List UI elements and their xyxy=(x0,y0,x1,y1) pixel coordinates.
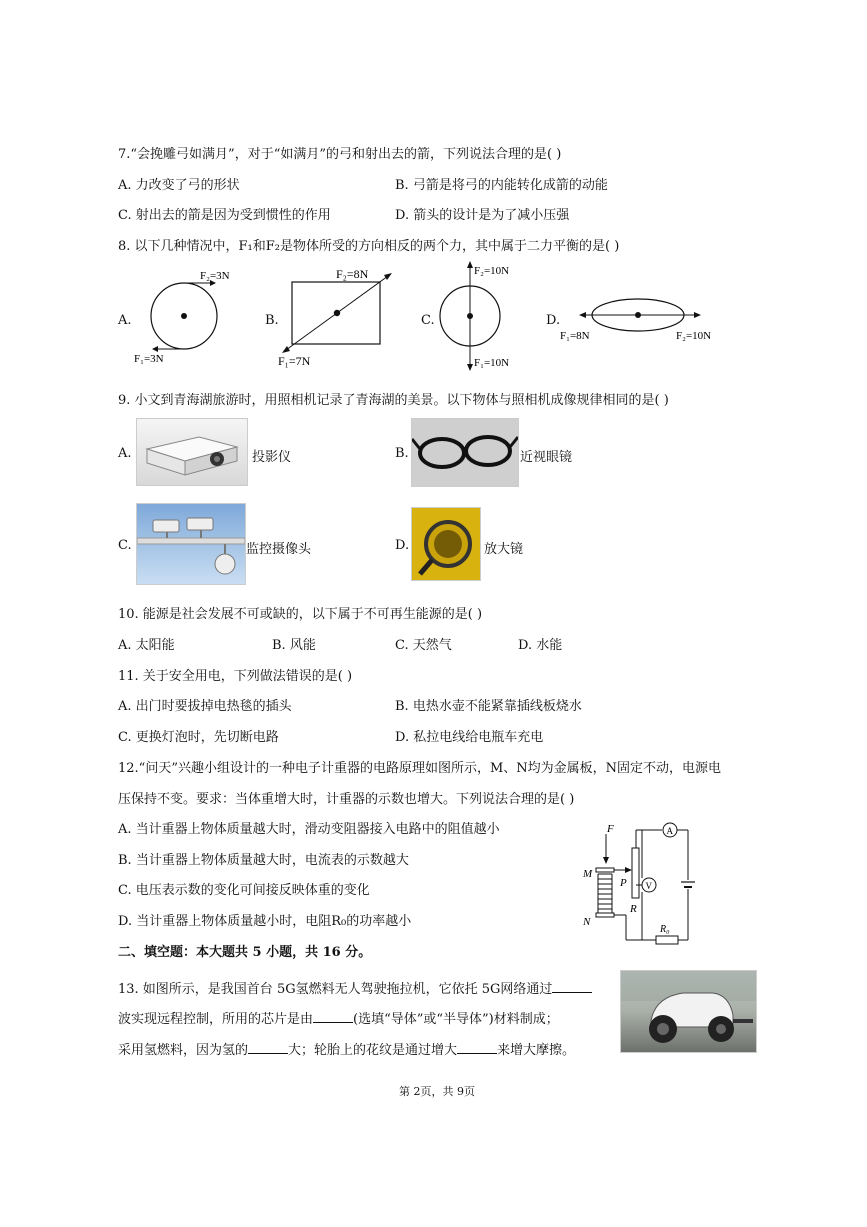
q13-line3-text-a: 采用氢燃料，因为氢的 xyxy=(118,1043,249,1058)
q7-option-c: C. 射出去的箭是因为受到惯性的作用 xyxy=(118,208,331,223)
q11-option-a: A. 出门时要拔掉电热毯的插头 xyxy=(118,699,292,714)
q8-b-f1-label: F₁=7N xyxy=(278,354,311,368)
q11-option-b: B. 电热水壶不能紧靠插线板烧水 xyxy=(395,699,582,714)
q9-c-label: 监控摄像头 xyxy=(246,542,312,557)
q13-blank-1[interactable] xyxy=(552,980,592,993)
q8-d-diagram xyxy=(556,286,732,348)
circuit-label-a: A xyxy=(666,826,673,836)
q9-d-label: 放大镜 xyxy=(484,542,524,557)
q9-c-letter: C. xyxy=(118,538,132,553)
q13-line3-text-c: 来增大摩擦。 xyxy=(497,1043,576,1058)
circuit-label-m: M xyxy=(583,868,593,880)
q12-stem-line2: 压保持不变。要求：当体重增大时，计重器的示数也增大。下列说法合理的是( ) xyxy=(118,792,575,807)
q7-stem: 7.“会挽雕弓如满月”，对于“如满月”的弓和射出去的箭，下列说法合理的是( ) xyxy=(118,147,562,162)
q13-blank-4[interactable] xyxy=(457,1041,497,1054)
circuit-label-v: V xyxy=(645,881,652,891)
q8-a-diagram xyxy=(130,264,240,372)
magnifier-image xyxy=(411,507,481,581)
q13-line1 xyxy=(118,978,592,997)
circuit-label-r0: R₀ xyxy=(660,924,670,935)
q13-line1-text: 13. 如图所示，是我国首台 5G氢燃料无人驾驶拖拉机，它依托 5G网络通过 xyxy=(118,982,553,997)
q13-blank-3[interactable] xyxy=(248,1041,288,1054)
q8-d-f1-label: F₁=8N xyxy=(560,330,590,342)
q10-stem: 10. 能源是社会发展不可或缺的，以下属于不可再生能源的是( ) xyxy=(118,607,483,622)
q8-b-diagram xyxy=(276,262,406,372)
q13-line3-text-b: 大；轮胎上的花纹是通过增大 xyxy=(288,1043,458,1058)
q11-stem: 11. 关于安全用电，下列做法错误的是( ) xyxy=(118,669,353,684)
projector-image xyxy=(136,418,248,486)
q8-d-letter: D. xyxy=(546,313,561,328)
circuit-label-n: N xyxy=(583,916,591,928)
q8-a-f1-label: F₁=3N xyxy=(134,353,164,365)
q8-c-letter: C. xyxy=(421,313,435,328)
q12-option-b: B. 当计重器上物体质量越大时，电流表的示数越大 xyxy=(118,853,409,868)
q8-a-f2-label: F₂=3N xyxy=(200,270,230,282)
page-footer: 第 2页，共 9页 xyxy=(399,1085,475,1098)
q12-circuit-diagram xyxy=(578,818,700,950)
q7-option-a: A. 力改变了弓的形状 xyxy=(118,178,240,193)
q8-b-f2-label: F₂=8N xyxy=(336,267,369,281)
q11-option-c: C. 更换灯泡时，先切断电路 xyxy=(118,730,279,745)
q10-option-a: A. 太阳能 xyxy=(118,638,175,653)
surveillance-camera-image xyxy=(136,503,246,585)
q9-b-letter: B. xyxy=(395,446,409,461)
q9-a-letter: A. xyxy=(118,446,132,461)
q13-line2-text-a: 波实现远程控制，所用的芯片是由 xyxy=(118,1012,314,1027)
q8-a-letter: A. xyxy=(118,313,132,328)
q10-option-b: B. 风能 xyxy=(272,638,316,653)
q13-line2 xyxy=(118,1008,559,1027)
q12-option-c: C. 电压表示数的变化可间接反映体重的变化 xyxy=(118,883,370,898)
circuit-label-f: F xyxy=(607,823,614,835)
q9-a-label: 投影仪 xyxy=(252,450,292,465)
q9-d-letter: D. xyxy=(395,538,410,553)
q8-d-f2-label: F₂=10N xyxy=(676,330,712,342)
q12-stem-line1: 12.“问天”兴趣小组设计的一种电子计重器的电路原理如图所示，M、N均为金属板，N固定不动，电源电 xyxy=(118,761,722,776)
q8-stem: 8. 以下几种情况中，F₁和F₂是物体所受的方向相反的两个力，其中属于二力平衡的是( ) xyxy=(118,239,620,254)
q12-option-d: D. 当计重器上物体质量越小时，电阻R₀的功率越小 xyxy=(118,914,412,929)
q13-blank-2[interactable] xyxy=(313,1010,353,1023)
q7-option-d: D. 箭头的设计是为了减小压强 xyxy=(395,208,570,223)
q12-option-a: A. 当计重器上物体质量越大时，滑动变阻器接入电路中的阻值越小 xyxy=(118,822,500,837)
q8-c-diagram xyxy=(432,258,542,374)
circuit-label-r: R xyxy=(630,903,637,915)
q11-option-d: D. 私拉电线给电瓶车充电 xyxy=(395,730,544,745)
q13-line2-text-b: (选填“导体”或“半导体”)材料制成； xyxy=(353,1012,559,1027)
q9-stem: 9. 小文到青海湖旅游时，用照相机记录了青海湖的美景。以下物体与照相机成像规律相同的是( ) xyxy=(118,393,669,408)
q10-option-d: D. 水能 xyxy=(518,638,563,653)
q7-option-b: B. 弓箭是将弓的内能转化成箭的动能 xyxy=(395,178,608,193)
q8-b-letter: B. xyxy=(265,313,279,328)
section-fill-in-title: 二、填空题：本大题共 5 小题，共 16 分。 xyxy=(118,945,372,960)
circuit-label-p: P xyxy=(620,877,627,889)
q8-a-center-dot xyxy=(181,313,187,319)
q8-c-f1-label: F₁=10N xyxy=(474,357,510,369)
q10-option-c: C. 天然气 xyxy=(395,638,452,653)
tractor-image xyxy=(620,970,757,1053)
q8-c-f2-label: F₂=10N xyxy=(474,265,510,277)
q13-line3 xyxy=(118,1039,575,1058)
glasses-image xyxy=(411,418,519,487)
q9-b-label: 近视眼镜 xyxy=(520,450,573,465)
